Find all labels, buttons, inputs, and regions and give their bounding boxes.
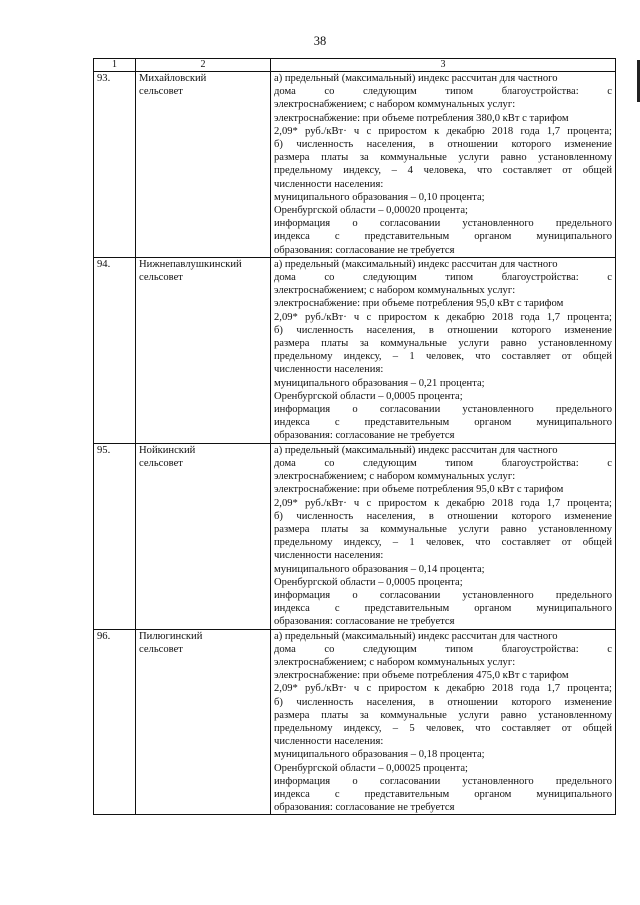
row-number: 93. (94, 72, 136, 258)
description-line: муниципального образования – 0,21 процента; (274, 377, 485, 389)
index-description-cell (271, 443, 616, 629)
description-line: 2,09* руб./кВт· ч с приростом к декабрю 2018 года 1,7 процента; (274, 497, 612, 509)
municipality-name-line: Михайловский (139, 73, 207, 84)
table-body (94, 72, 616, 815)
description-line: размера платы за коммунальные услуги равно установленному (274, 152, 612, 164)
description-line: индекса с представительным органом муниципального (274, 417, 612, 429)
description-line: Оренбургской области – 0,0005 процента; (274, 576, 463, 588)
description-line: размера платы за коммунальные услуги равно установленному (274, 523, 612, 535)
municipality-name-cell (136, 72, 271, 258)
description-line: индекса с представительным органом муниципального (274, 603, 612, 615)
description-line: предельному индексу, – 1 человек, что составляет от общей (274, 351, 612, 363)
description-line: муниципального образования – 0,18 процента; (274, 749, 485, 761)
description-line: а) предельный (максимальный) индекс рассчитан для частного (274, 444, 558, 456)
index-description-cell (271, 72, 616, 258)
description-line: электроснабжение: при объеме потребления 95,0 кВт с тарифом (274, 298, 564, 310)
description-line: б) численность населения, в отношении которого изменение (274, 510, 612, 522)
description-line: электроснабжением; с набором коммунальных услуг: (274, 471, 516, 483)
row-number: 95. (94, 443, 136, 629)
description-line: индекса с представительным органом муниципального (274, 231, 612, 243)
description-line: дома со следующим типом благоустройства: с (274, 643, 612, 655)
description-line: образования: согласование не требуется (274, 616, 455, 628)
description-line: Оренбургской области – 0,00025 процента; (274, 762, 468, 774)
table-header-row (94, 59, 616, 72)
description-line: а) предельный (максимальный) индекс рассчитан для частного (274, 73, 558, 84)
description-line: электроснабжением; с набором коммунальных услуг: (274, 285, 516, 297)
description-line: размера платы за коммунальные услуги равно установленному (274, 709, 612, 721)
description-line: дома со следующим типом благоустройства: с (274, 457, 612, 469)
description-line: информация о согласовании установленного предельного (274, 775, 612, 787)
column-header-3: 3 (271, 59, 616, 72)
description-line: электроснабжение: при объеме потребления 380,0 кВт с тарифом (274, 112, 569, 124)
municipality-name-cell (136, 629, 271, 815)
description-line: 2,09* руб./кВт· ч с приростом к декабрю 2018 года 1,7 процента; (274, 125, 612, 137)
description-line: предельному индексу, – 1 человек, что составляет от общей (274, 537, 612, 549)
description-line: а) предельный (максимальный) индекс рассчитан для частного (274, 630, 558, 642)
description-line: электроснабжение: при объеме потребления 475,0 кВт с тарифом (274, 670, 569, 682)
column-header-1: 1 (94, 59, 136, 72)
description-line: Оренбургской области – 0,0005 процента; (274, 390, 463, 402)
description-line: размера платы за коммунальные услуги равно установленному (274, 338, 612, 350)
description-line: индекса с представительным органом муниципального (274, 788, 612, 800)
municipality-name-line: сельсовет (139, 643, 183, 655)
description-line: электроснабжением; с набором коммунальных услуг: (274, 99, 516, 111)
description-line: электроснабжением; с набором коммунальных услуг: (274, 656, 516, 668)
row-number: 96. (94, 629, 136, 815)
description-line: численности населения: (274, 178, 384, 190)
table-row (94, 443, 616, 629)
description-line: дома со следующим типом благоустройства: с (274, 272, 612, 284)
table-row (94, 257, 616, 443)
description-line: информация о согласовании установленного предельного (274, 404, 612, 416)
municipality-name-line: Нойкинский (139, 444, 196, 456)
description-line: численности населения: (274, 364, 384, 376)
description-line: 2,09* руб./кВт· ч с приростом к декабрю 2018 года 1,7 процента; (274, 311, 612, 323)
description-line: образования: согласование не требуется (274, 244, 455, 256)
municipality-name-cell (136, 257, 271, 443)
municipality-name-line: Нижнепавлушкинский (139, 258, 242, 270)
description-line: муниципального образования – 0,14 процента; (274, 563, 485, 575)
municipality-name-line: сельсовет (139, 86, 183, 98)
municipality-name-line: сельсовет (139, 272, 183, 284)
page-number: 38 (313, 34, 327, 48)
description-line: дома со следующим типом благоустройства: с (274, 86, 612, 98)
description-line: б) численность населения, в отношении которого изменение (274, 324, 612, 336)
index-description-cell (271, 257, 616, 443)
municipality-name-cell (136, 443, 271, 629)
description-line: электроснабжение: при объеме потребления 95,0 кВт с тарифом (274, 484, 564, 496)
municipality-name-line: сельсовет (139, 457, 183, 469)
description-line: б) численность населения, в отношении которого изменение (274, 139, 612, 151)
municipal-index-table (93, 58, 616, 815)
description-line: образования: согласование не требуется (274, 430, 455, 442)
description-line: Оренбургской области – 0,00020 процента; (274, 205, 468, 217)
description-line: 2,09* руб./кВт· ч с приростом к декабрю 2018 года 1,7 процента; (274, 683, 612, 695)
municipality-name-line: Пилюгинский (139, 630, 203, 642)
description-line: б) численность населения, в отношении которого изменение (274, 696, 612, 708)
row-number: 94. (94, 257, 136, 443)
description-line: муниципального образования – 0,10 процента; (274, 191, 485, 203)
description-line: численности населения: (274, 550, 384, 562)
description-line: предельному индексу, – 5 человек, что составляет от общей (274, 722, 612, 734)
table-row (94, 72, 616, 258)
description-line: предельному индексу, – 4 человека, что составляет от общей (274, 165, 612, 177)
column-header-2: 2 (136, 59, 271, 72)
table-row (94, 629, 616, 815)
description-line: информация о согласовании установленного предельного (274, 589, 612, 601)
description-line: а) предельный (максимальный) индекс рассчитан для частного (274, 258, 558, 270)
description-line: информация о согласовании установленного предельного (274, 218, 612, 230)
description-line: образования: согласование не требуется (274, 802, 455, 814)
description-line: численности населения: (274, 736, 384, 748)
index-description-cell (271, 629, 616, 815)
